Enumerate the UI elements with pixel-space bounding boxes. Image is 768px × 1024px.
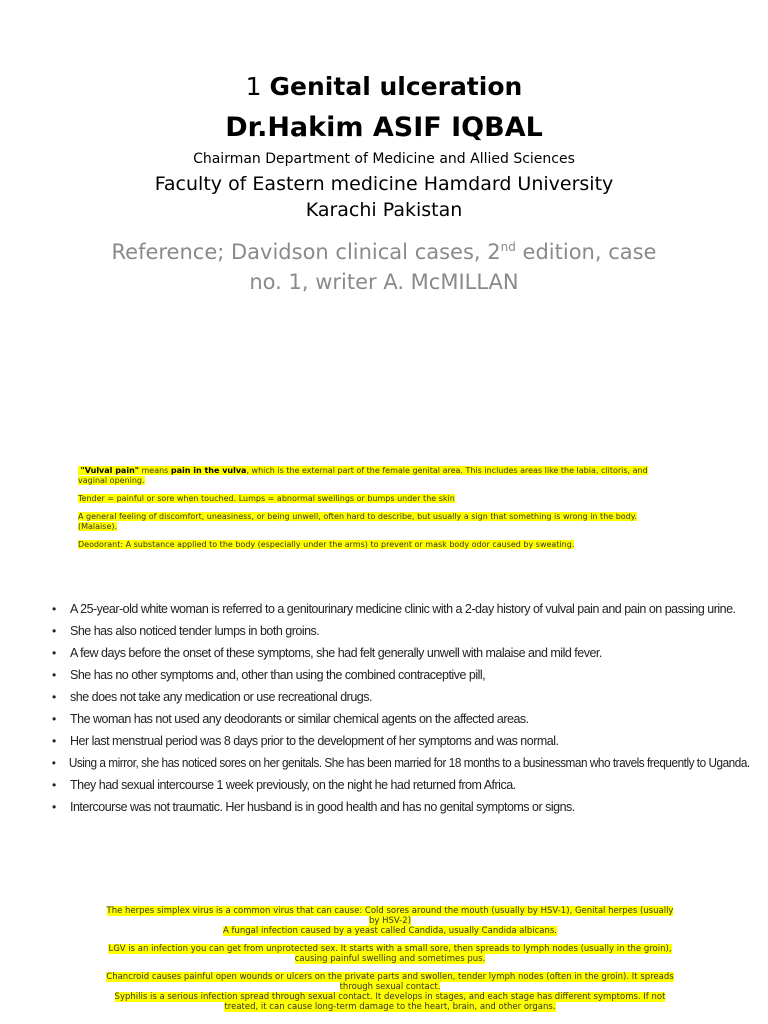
- definition-deodorant: Deodorant: A substance applied to the body (especially under the arms) to prevent or mask body odor caused by sweating.: [78, 540, 575, 549]
- case-bullet-list: [50, 598, 750, 818]
- case-point: • They had sexual intercourse 1 week previously, on the night he had returned from Africa.: [50, 774, 750, 796]
- note-chancroid: Chancroid causes painful open wounds or ulcers on the private parts and swollen, tender lymph nodes (often in the groin). It spreads through sexual contact. Syphilis is a serious infection spread through sexual contact. It develops in stages, and each stage has different symptoms. If not treated, it can cause long-term damage to the heart, brain, and other organs.: [106, 972, 674, 1012]
- chairman-line: Chairman Department of Medicine and Allied Sciences: [193, 151, 575, 167]
- case-point: • Using a mirror, she has noticed sores on her genitals. She has been married for 18 months to a businessman who travels frequently to Uganda.: [50, 752, 709, 774]
- definition-vulval-pain: "Vulval pain" means pain in the vulva, which is the external part of the female genital area. This includes areas like the labia, clitoris, and vaginal opening.: [78, 466, 648, 485]
- definition-malaise: A general feeling of discomfort, uneasiness, or being unwell, often hard to describe, but usually a sign that something is wrong in the body. (Malaise).: [78, 512, 637, 531]
- case-point: • A 25-year-old white woman is referred to a genitourinary medicine clinic with a 2-day history of vulval pain and pain on passing urine.: [50, 598, 750, 620]
- definitions-block: [78, 466, 648, 558]
- case-point: • Her last menstrual period was 8 days prior to the development of her symptoms and was normal.: [50, 730, 750, 752]
- faculty-block: [0, 171, 768, 223]
- definition-tender: Tender = painful or sore when touched. Lumps = abnormal swellings or bumps under the skin: [78, 494, 455, 503]
- reference-line-1: Reference; Davidson clinical cases, 2nd edition, case: [111, 240, 657, 264]
- case-point: • Intercourse was not traumatic. Her husband is in good health and has no genital symptoms or signs.: [50, 796, 750, 818]
- faculty-line: Faculty of Eastern medicine Hamdard University: [154, 173, 614, 195]
- notes-block: [100, 906, 680, 1020]
- title-text: Genital ulceration: [269, 72, 523, 101]
- case-point: • A few days before the onset of these symptoms, she had felt generally unwell with malaise and mild fever.: [50, 642, 750, 664]
- case-point: • The woman has not used any deodorants or similar chemical agents on the affected areas.: [50, 708, 750, 730]
- author-name: Dr.Hakim ASIF IQBAL: [225, 112, 543, 143]
- note-lgv: LGV is an infection you can get from unprotected sex. It starts with a small sore, then spreads to lymph nodes (usually in the groin), causing painful swelling and sometimes pus.: [108, 944, 672, 964]
- title-number: 1: [245, 72, 262, 101]
- case-point: • She has also noticed tender lumps in both groins.: [50, 620, 750, 642]
- page-title: [0, 72, 768, 101]
- reference-line-2: no. 1, writer A. McMILLAN: [249, 270, 519, 294]
- case-point: • She has no other symptoms and, other than using the combined contraceptive pill,: [50, 664, 750, 686]
- reference: [0, 232, 768, 297]
- note-herpes: The herpes simplex virus is a common virus that can cause: Cold sores around the mouth (usually by HSV-1), Genital herpes (usually by HSV-2) A fungal infection caused by a yeast called Candida, usually Candida albicans.: [106, 906, 674, 936]
- case-point: • she does not take any medication or use recreational drugs.: [50, 686, 750, 708]
- location-line: Karachi Pakistan: [305, 199, 463, 221]
